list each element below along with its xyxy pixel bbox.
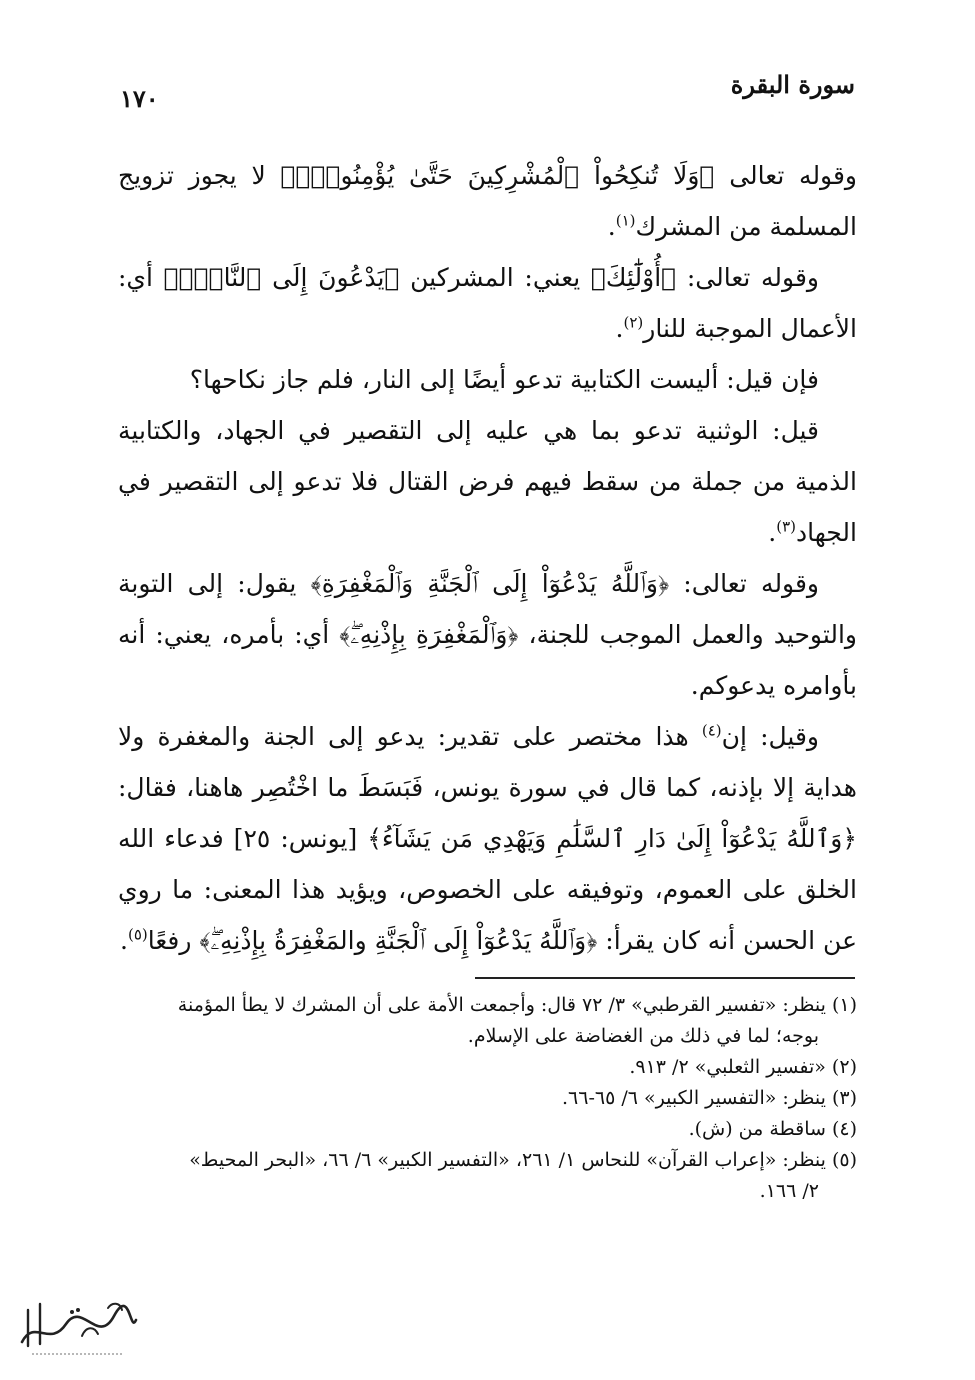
paragraph-6-text: هذا مختصر على تقدير: يدعو إلى الجنة والمغفرة ولا هداية إلا بإذنه، كما قال في سورة يونس، فَبَسَطَ ما اخْتُصِر هاهنا، فقال: ﴿وَٱللَّهُ يَدْعُوٓاْ إِلَىٰ دَارِ ٱلسَّلَٰمِ وَيَهْدِي مَن يَشَآءُ﴾ [يونس: ٢٥] فدعاء الله الخلق على العموم، وتوفيقه على الخصوص، ويؤيد هذا المعنى: ما روي عن الحسن أنه كان يقرأ: ﴿وَٱللَّهُ يَدْعُوٓاْ إِلَى ٱلْجَنَّةِ والمَغْفِرَةُ بِإِذْنِهِۦۖ﴾ رفعًا xyxy=(118,722,857,955)
paragraph-2-text: وقوله تعالى: ﴿أُوْلَٰٓئِكَ﴾ يعني: المشركين ﴿يَدْعُونَ إِلَى ٱلنَّارِۖ﴾ أي: الأعمال الموجبة للنار xyxy=(118,263,857,343)
footnote-ref-1: (١) xyxy=(615,211,636,230)
paragraph-1-end: . xyxy=(607,212,616,241)
paragraph-1-text: وقوله تعالى ﴿وَلَا تُنكِحُواْ ٱلْمُشْرِكِينَ حَتَّىٰ يُؤْمِنُواْۚ﴾ لا يجوز تزويج المسلمة من المشرك xyxy=(118,161,857,241)
page-header xyxy=(120,70,855,113)
paragraph-5-text: وقوله تعالى: ﴿وَٱللَّهُ يَدْعُوٓاْ إِلَى ٱلْجَنَّةِ وَٱلْمَغْفِرَةِ﴾ يقول: إلى التوبة والتوحيد والعمل الموجب للجنة، ﴿وَٱلْمَغْفِرَةِ بِإِذْنِهِۦۖ﴾ أي: بأمره، يعني: أنه بأوامره يدعوكم. xyxy=(118,569,857,700)
footnote-1: (١) ينظر: «تفسير القرطبي» ٣/ ٧٢ قال: وأجمعت الأمة على أن المشرك لا يطأ المؤمنة xyxy=(177,994,857,1016)
footnote-3: (٣) ينظر: «التفسير الكبير» ٦/ ٦٥-٦٦. xyxy=(561,1087,857,1109)
paragraph-1 xyxy=(118,150,857,252)
footnote-1-continuation: بوجه؛ لما في ذلك من الغضاضة على الإسلام. xyxy=(467,1025,819,1047)
paragraph-3-text: فإن قيل: أليست الكتابية تدعو أيضًا إلى النار، فلم جاز نكاحها؟ xyxy=(189,365,819,394)
paragraph-2 xyxy=(118,252,857,354)
footnote-ref-4: (٤) xyxy=(701,721,722,740)
footnote-5: (٥) ينظر: «إعراب القرآن» للنحاس ١/ ٢٦١، «التفسير الكبير» ٦/ ٦٦، «البحر المحيط» xyxy=(189,1149,857,1171)
paragraph-2-end: . xyxy=(615,314,624,343)
footnote-4: (٤) ساقطة من (ش). xyxy=(688,1118,857,1140)
footnote-ref-5: (٥) xyxy=(127,925,148,944)
footnote-2: (٢) «تفسير الثعلبي» ٢/ ٩١٣. xyxy=(629,1056,857,1078)
main-text xyxy=(118,150,857,966)
paragraph-4-end: . xyxy=(768,518,777,547)
footnote-ref-2: (٢) xyxy=(623,313,644,332)
footnote-5-continuation: ٢/ ١٦٦. xyxy=(759,1180,819,1202)
paragraph-6-end: . xyxy=(120,926,128,955)
publisher-logo xyxy=(12,1290,142,1360)
running-title: سورة البقرة xyxy=(730,70,855,99)
paragraph-6-start: وقيل: إن xyxy=(721,722,819,751)
footnote-divider xyxy=(475,977,855,979)
paragraph-6 xyxy=(118,711,857,966)
paragraph-3 xyxy=(118,354,857,405)
paragraph-4-text: قيل: الوثنية تدعو بما هي عليه إلى التقصير في الجهاد، والكتابية الذمية من جملة من سقط فيهم فرض القتال فلا تدعو إلى التقصير في الجهاد xyxy=(118,416,857,547)
page-number: ١٧٠ xyxy=(120,84,159,113)
footnotes xyxy=(118,990,857,1207)
paragraph-4 xyxy=(118,405,857,558)
footnote-ref-3: (٣) xyxy=(776,517,797,536)
paragraph-5 xyxy=(118,558,857,711)
